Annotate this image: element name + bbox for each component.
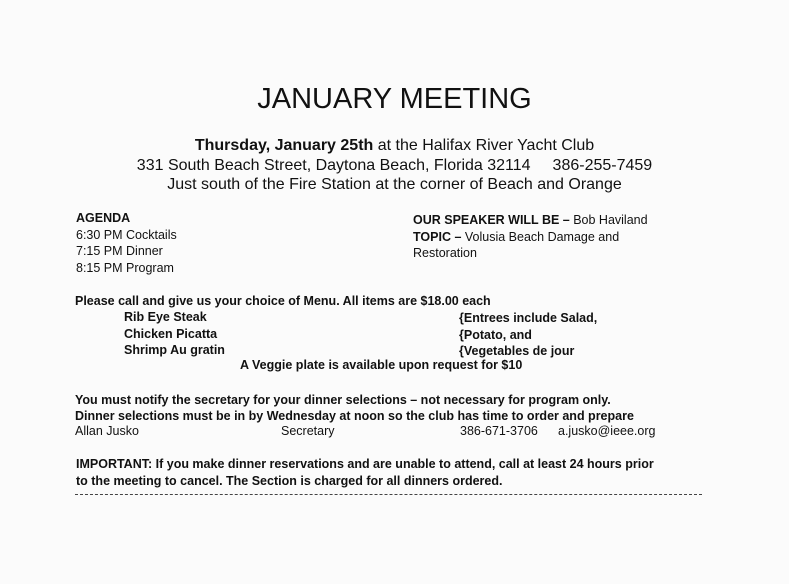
veggie-note: A Veggie plate is available upon request for $10 bbox=[240, 358, 523, 372]
dashed-divider bbox=[75, 494, 702, 495]
agenda-item: 8:15 PM Program bbox=[76, 260, 174, 275]
speaker-block bbox=[413, 212, 648, 262]
notify-line: You must notify the secretary for your dinner selections – not necessary for program only. bbox=[75, 393, 611, 407]
secretary-role: Secretary bbox=[281, 424, 335, 438]
important-line2: to the meeting to cancel. The Section is charged for all dinners ordered. bbox=[76, 473, 503, 488]
important-line1: If you make dinner reservations and are unable to attend, call at least 24 hours prior bbox=[152, 457, 654, 471]
menu-intro: Please call and give us your choice of Menu. All items are $18.00 each bbox=[75, 294, 491, 308]
event-address: 331 South Beach Street, Daytona Beach, Florida 32114 bbox=[136, 157, 531, 174]
menu-note: {Potato, and bbox=[459, 327, 532, 342]
secretary-name: Allan Jusko bbox=[75, 424, 139, 438]
menu-note: {Entrees include Salad, bbox=[459, 311, 598, 325]
secretary-phone: 386-671-3706 bbox=[460, 424, 538, 438]
menu-items bbox=[124, 309, 225, 359]
secretary-contact bbox=[75, 423, 715, 440]
page-title: JANUARY MEETING bbox=[257, 83, 532, 115]
speaker-label: OUR SPEAKER WILL BE – bbox=[413, 213, 570, 227]
event-venue: Halifax River Yacht Club bbox=[422, 137, 595, 154]
notify-line: Dinner selections must be in by Wednesday at noon so the club has time to order and prepare bbox=[75, 409, 634, 423]
important-notice bbox=[76, 456, 654, 489]
agenda-item: 7:15 PM Dinner bbox=[76, 244, 163, 259]
agenda-block bbox=[76, 210, 177, 276]
menu-note: {Vegetables de jour bbox=[459, 344, 575, 359]
topic-line2: Restoration bbox=[413, 246, 477, 261]
menu-item: Rib Eye Steak bbox=[124, 310, 207, 324]
event-date-venue bbox=[0, 137, 789, 155]
speaker-name: Bob Haviland bbox=[569, 213, 648, 227]
secretary-email: a.jusko@ieee.org bbox=[558, 424, 656, 438]
event-at-text: at the bbox=[373, 137, 423, 154]
agenda-heading: AGENDA bbox=[76, 211, 131, 225]
event-directions: Just south of the Fire Station at the corner of Beach and Orange bbox=[167, 176, 622, 193]
menu-notes bbox=[459, 310, 597, 360]
topic-label: TOPIC – bbox=[413, 229, 462, 244]
important-label: IMPORTANT: bbox=[76, 457, 153, 471]
event-date: Thursday, January 25th bbox=[194, 137, 374, 154]
topic-line1: Volusia Beach Damage and bbox=[461, 229, 620, 244]
menu-item: Chicken Picatta bbox=[124, 326, 218, 341]
menu-item: Shrimp Au gratin bbox=[124, 343, 225, 358]
agenda-item: 6:30 PM Cocktails bbox=[76, 227, 177, 242]
event-phone: 386-255-7459 bbox=[552, 157, 653, 174]
event-address-line bbox=[0, 157, 789, 175]
